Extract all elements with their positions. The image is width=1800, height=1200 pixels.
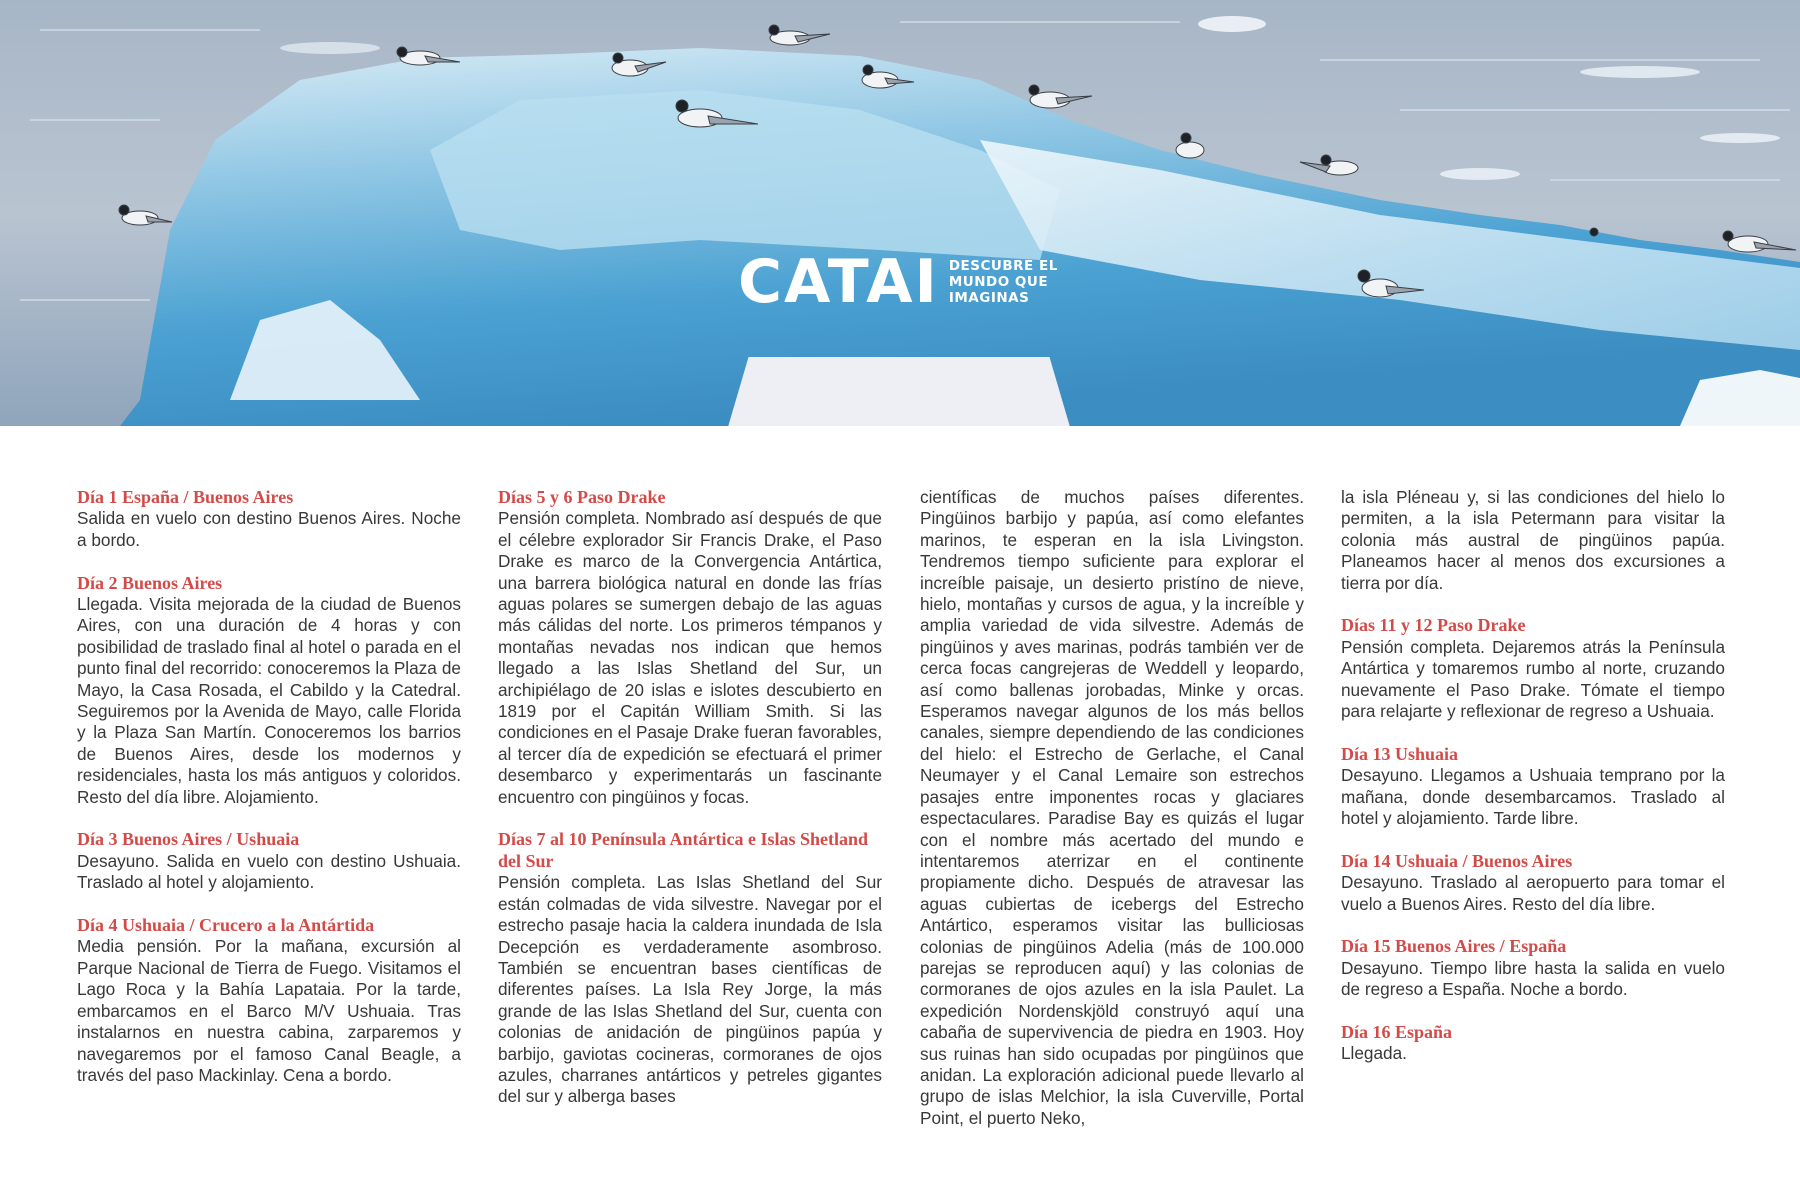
day-entry: [1341, 936, 1725, 1000]
day-entry: [1341, 744, 1725, 830]
tagline-line-3: IMAGINAS: [948, 290, 1030, 306]
day-text: Llegada.: [1341, 1043, 1407, 1064]
day-text: Desayuno. Tiempo libre hasta la salida en vuelo de regreso a España. Noche a bordo.: [1341, 957, 1725, 1000]
day-title: Día 14 Ushuaia / Buenos Aires: [1341, 850, 1573, 871]
day-title: Día 4 Ushuaia / Crucero a la Antártida: [77, 915, 375, 936]
day-text: Desayuno. Traslado al aeropuerto para tomar el vuelo a Buenos Aires. Resto del día libre.: [1341, 872, 1725, 914]
day-entry: [1341, 615, 1725, 722]
day-title: Días 7 al 10 Península Antártica e Islas Shetland del Sur: [498, 829, 869, 871]
day-text: Pensión completa. Dejaremos atrás la Península Antártica y tomaremos rumbo al norte, cruzando nuevamente el Paso Drake. Tómate el tiempo para relajarte y reflexionar de regreso a Ushuaia.: [1341, 636, 1725, 722]
logo-tagline: [949, 258, 1058, 306]
day-title: Día 2 Buenos Aires: [77, 572, 223, 593]
day-text: Desayuno. Llegamos a Ushuaia temprano por la mañana, donde desembarcamos. Traslado al hotel y alojamiento. Tarde libre.: [1341, 765, 1725, 829]
day-text: Pensión completa. Las Islas Shetland del Sur están colmadas de vida silvestre. Navegar por el estrecho pasaje hacia la caldera inundada de Isla Decepción es verdaderamente asombroso. También se encuentran bases científicas de diferentes países. La Isla Rey Jorge, la más grande de las Islas Shetland del Sur, cuenta con colonias de anidación de pingüinos papúa y barbijo, gaviotas cocineras, cormoranes de ojos azules, charranes antárticos y petreles gigantes del sur y alberga bases: [498, 872, 882, 1107]
itinerary-column-4: [1341, 487, 1725, 1086]
day-entry: [1341, 851, 1725, 915]
catai-logo: [738, 247, 1058, 317]
day-text: Salida en vuelo con destino Buenos Aires. Noche a bordo.: [77, 508, 461, 550]
day-entry: [1341, 1022, 1725, 1065]
itinerary-column-3: [920, 487, 1304, 1151]
day-entry: [498, 829, 882, 1107]
day-entry: [77, 573, 461, 808]
tagline-line-1: DESCUBRE EL: [948, 258, 1058, 274]
continuation-text: la isla Pléneau y, si las condiciones del hielo lo permiten, a la isla Petermann para visitar la colonia más austral de pingüinos papúa. Planeamos hacer al menos dos excursiones a tierra por día.: [1341, 487, 1725, 593]
day-text: Desayuno. Salida en vuelo con destino Ushuaia. Traslado al hotel y alojamiento.: [77, 850, 461, 893]
day-title: Día 15 Buenos Aires / España: [1341, 936, 1567, 957]
itinerary-column-1: [77, 487, 461, 1108]
hero-photo: [0, 0, 1800, 426]
day-title: Día 1 España / Buenos Aires: [77, 487, 294, 507]
day-entry: [77, 487, 461, 551]
day-title: Días 5 y 6 Paso Drake: [498, 487, 666, 507]
day-text: Llegada. Visita mejorada de la ciudad de Buenos Aires, con una duración de 4 horas y con posibilidad de traslado final al hotel o parada en el punto final del recorrido: conoceremos la Plaza de Mayo, la Casa Rosada, el Cabildo y la Catedral. Seguiremos por la Avenida de Mayo, calle Florida y la Plaza San Martín. Conoceremos los barrios de Buenos Aires, desde los modernos y residenciales, hasta los más antiguos y coloridos. Resto del día libre. Alojamiento.: [77, 594, 461, 807]
logo-wordmark: CATAI: [738, 247, 939, 317]
itinerary-column-2: [498, 487, 882, 1129]
day-text: Pensión completa. Nombrado así después de que el célebre explorador Sir Francis Drake, el Paso Drake es marco de la Convergencia Antártica, una barrera biológica natural en donde las frías aguas polares se sumergen debajo de las aguas más cálidas del norte. Los primeros témpanos y montañas nevadas nos indican que hemos llegado a las Islas Shetland del Sur, un archipiélago de 20 islas e islotes descubierto en 1819 por el Capitán William Smith. Si las condiciones en el Pasaje Drake fueran favorables, al tercer día de expedición se efectuará el primer desembarco y experimentarás un fascinante encuentro con pingüinos y focas.: [498, 508, 882, 807]
day-title: Día 16 España: [1341, 1022, 1453, 1043]
day-entry: [77, 915, 461, 1086]
continuation-text: científicas de muchos países diferentes. Pingüinos barbijo y papúa, así como elefantes marinos, te esperan en la isla Livingston. Tendremos tiempo suficiente para explorar el increíble paisaje, un desierto pristíno de nieve, hielo, montañas y cursos de agua, y la increíble y amplia variedad de vida silvestre. Además de pingüinos y aves marinas, podrás también ver de cerca focas cangrejeras de Weddell y leopardo, así como ballenas jorobadas, Minke y orcas. Esperamos navegar algunos de los más bellos canales, siempre dependiendo de las condiciones del hielo: el Estrecho de Gerlache, el Canal Neumayer y el Canal Lemaire son estrechos pasajes entre imponentes rocas y glaciares espectaculares. Paradise Bay es quizás el lugar con el nombre más acertado del mundo e intentaremos aterrizar en el continente propiamente dicho. Después de atravesar las aguas cubiertas de icebergs del Estrecho Antártico, esperamos visitar las bulliciosas colonias de pingüinos Adelia (más de 100.000 parejas se reproducen aquí) y las colonias de cormoranes de ojos azules en la isla Paulet. La expedición Nordenskjöld construyó aquí una cabaña de supervivencia de piedra en 1903. Hoy sus ruinas han sido ocupadas por pingüinos que anidan. La exploración adicional puede llevarlo al grupo de islas Melchior, la isla Cuverville, Portal Point, el puerto Neko,: [920, 487, 1304, 1128]
day-entry: [498, 487, 882, 808]
day-title: Días 11 y 12 Paso Drake: [1341, 615, 1526, 636]
day-text: Media pensión. Por la mañana, excursión al Parque Nacional de Tierra de Fuego. Visitamos el Lago Roca y la Bahía Lapataia. Por la tarde, embarcamos en el Barco M/V Ushuaia. Tras instalarnos en nuestra cabina, zarparemos y navegaremos por el famoso Canal Beagle, a través del paso Mackinlay. Cena a bordo.: [77, 936, 461, 1085]
day-title: Día 13 Ushuaia: [1341, 743, 1459, 764]
day-title: Día 3 Buenos Aires / Ushuaia: [77, 829, 300, 850]
decorative-tab: [728, 357, 1070, 426]
day-entry: [77, 829, 461, 893]
tagline-line-2: MUNDO QUE: [948, 274, 1049, 290]
